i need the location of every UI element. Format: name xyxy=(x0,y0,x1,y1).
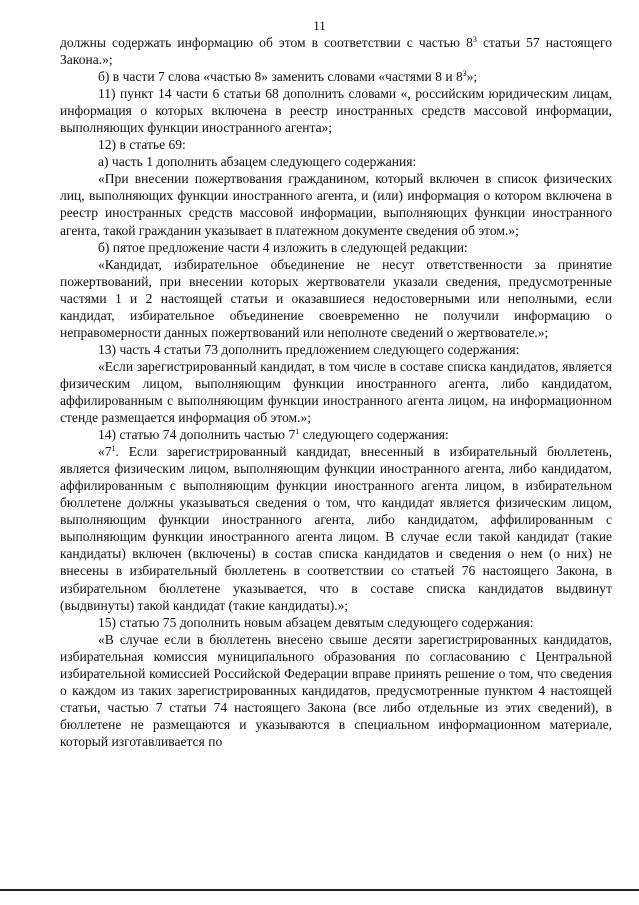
paragraph-text: »; xyxy=(466,69,478,85)
body-paragraph xyxy=(60,614,612,631)
paragraph-text: должны содержать информацию об этом в соответствии с частью 8 xyxy=(60,35,473,50)
body-paragraph xyxy=(60,631,612,750)
body-paragraph xyxy=(60,170,612,238)
paragraph-text: 14) статью 74 дополнить частью 7 xyxy=(98,427,296,443)
body-paragraph xyxy=(60,341,612,358)
body-paragraph xyxy=(60,443,612,613)
page-bottom-rule xyxy=(0,889,639,891)
paragraph-text: б) пятое предложение части 4 изложить в следующей редакции: xyxy=(98,239,468,255)
paragraph-text: «7 xyxy=(98,444,112,460)
paragraph-text: 11) пункт 14 части 6 статьи 68 дополнить словами «, российским юридическим лицам, информация о которых включена в реестр иностранных средств массовой информации, выполняющих функции иностранного агента»; xyxy=(60,86,612,136)
page-number: 11 xyxy=(313,18,326,33)
paragraph-text: «Если зарегистрированный кандидат, в том числе в составе списка кандидатов, является физическим лицом, выполняющим функции иностранного агента, либо кандидатом, аффилированным с выполняющим функции иностранного агента лицом, на информационном стенде размещается информация об этом.»; xyxy=(60,358,612,426)
paragraph-text: 15) статью 75 дополнить новым абзацем девятым следующего содержания: xyxy=(98,614,534,630)
body-paragraph xyxy=(60,136,612,153)
body-paragraph xyxy=(60,239,612,256)
superscript: 3 xyxy=(462,69,467,79)
body-paragraph xyxy=(60,256,612,341)
body-paragraph xyxy=(60,85,612,136)
superscript: 1 xyxy=(295,427,300,437)
body-paragraph xyxy=(60,426,612,443)
paragraph-text: б) в части 7 слова «частью 8» заменить словами «частями 8 и 8 xyxy=(98,69,463,85)
superscript: 1 xyxy=(111,444,116,454)
paragraph-text: «В случае если в бюллетень внесено свыше десяти зарегистрированных кандидатов, избирательная комиссия муниципального образования по согласованию с Центральной избирательной комиссией Российской Федерации вправе принять решение о том, что сведения о каждом из таких зарегистрированных кандидатов, предусмотренные пунктом 4 настоящей статьи, частью 7 статьи 74 настоящего Закона (все либо отдельные из этих сведений), в бюллетене не размещаются и указываются в специальном информационном материале, который изготавливается по xyxy=(60,631,612,749)
paragraph-text: следующего содержания: xyxy=(299,427,449,443)
paragraph-text: 13) часть 4 статьи 73 дополнить предложением следующего содержания: xyxy=(98,341,520,357)
paragraph-text: 12) в статье 69: xyxy=(98,137,186,153)
body-paragraph xyxy=(60,34,612,68)
body-paragraph xyxy=(60,358,612,426)
superscript: 3 xyxy=(472,35,477,44)
body-paragraph xyxy=(60,68,612,85)
document-body xyxy=(60,34,612,750)
paragraph-text: . Если зарегистрированный кандидат, внесенный в избирательный бюллетень, является физическим лицом, выполняющим функции иностранного агента, либо кандидатом, аффилированным с выполняющим функции иностранного агента лицом, в избирательном бюллетене должны указываться сведения о том, что кандидат является физическим лицом, выполняющим функции иностранного агента, либо кандидатом, аффилированным с выполняющим функции иностранного агента лицом. В случае если такой кандидат (такие кандидаты) включен (включены) в состав списка кандидатов и сведения о нем (о них) не внесены в избирательный бюллетень в соответствии со статьей 76 настоящего Закона, в избирательном бюллетене указывается, что в составе списка кандидатов выдвинут (выдвинуты) такой кандидат (такие кандидаты).»; xyxy=(60,444,612,613)
paragraph-text: «Кандидат, избирательное объединение не несут ответственности за принятие пожертвований, при внесении которых жертвователи указали сведения, предусмотренные частями 1 и 2 настоящей статьи и оказавшиеся недостоверными или неполными, если кандидат, избирательное объединение своевременно не получили информацию о неправомерности данных пожертвований или неполноте сведений о жертвователе.»; xyxy=(60,256,612,340)
paragraph-text: статьи 57 настоящего Закона.»; xyxy=(60,35,613,68)
paragraph-text: «При внесении пожертвования гражданином, который включен в список физических лиц, выполняющих функции иностранного агента, и (или) информация о котором включена в реестр иностранных средств массовой информации, выполняющих функции иностранного агента, такой гражданин указывает в платежном документе сведения об этом.»; xyxy=(60,171,612,238)
body-paragraph xyxy=(60,153,612,170)
paragraph-text: а) часть 1 дополнить абзацем следующего содержания: xyxy=(98,154,417,170)
